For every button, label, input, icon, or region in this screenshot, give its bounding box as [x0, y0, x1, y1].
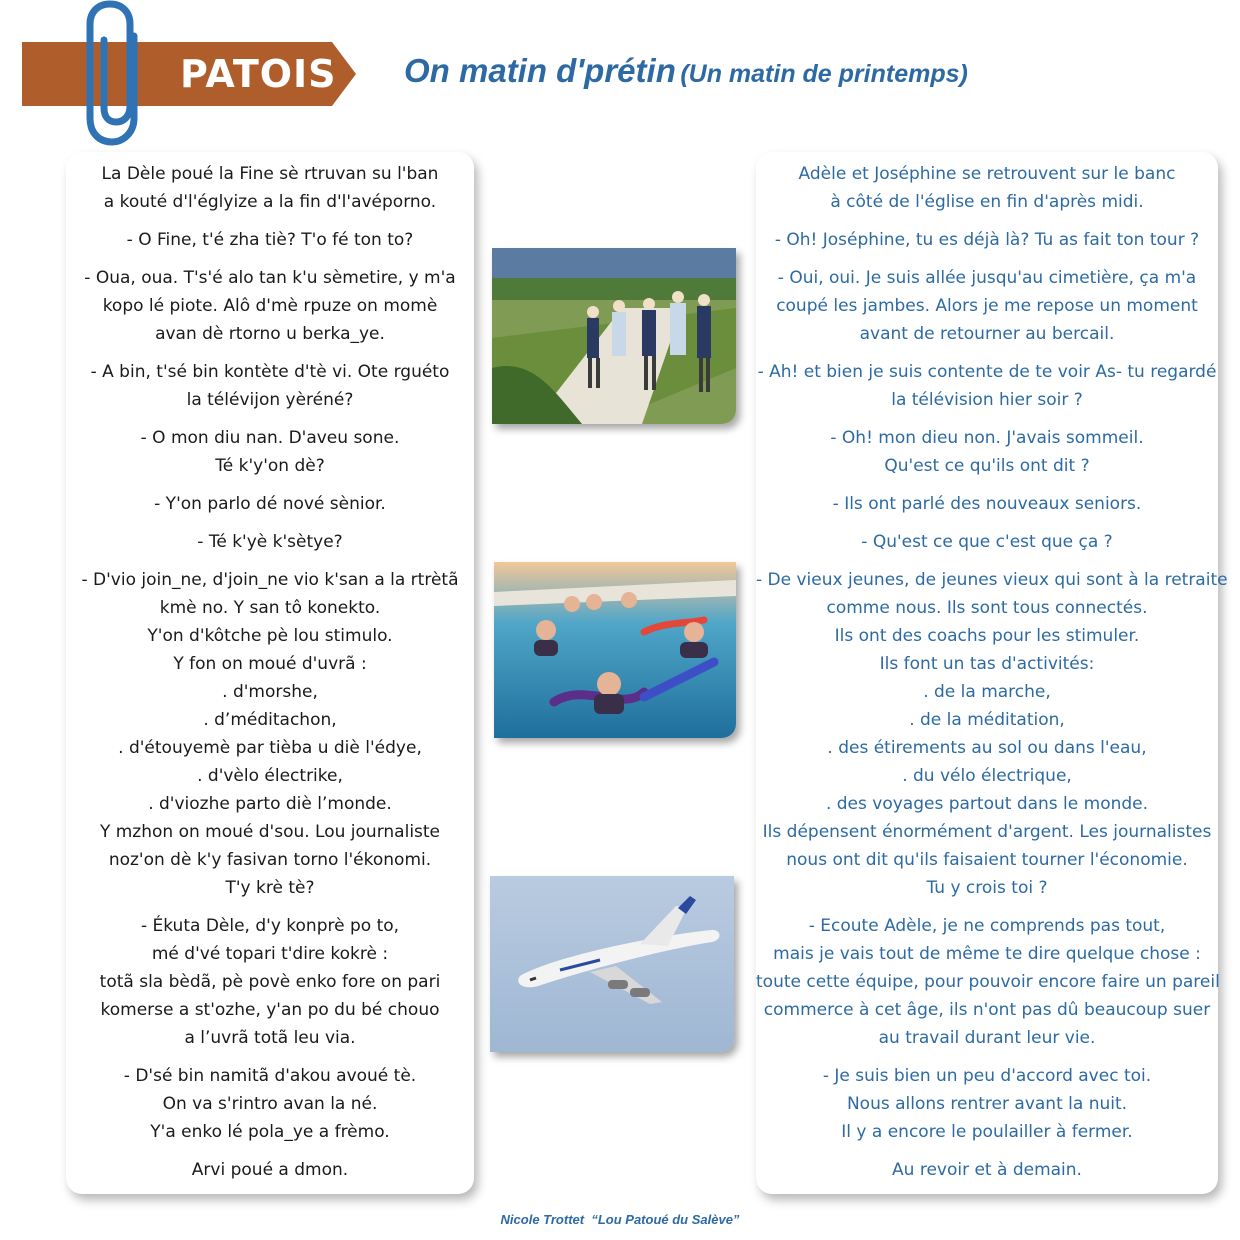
french-line: avant de retourner au bercail.	[859, 324, 1115, 344]
credit-author: Nicole Trottet	[500, 1212, 585, 1227]
patois-line: kmè no. Y san tô konekto.	[159, 598, 381, 618]
patois-line: Y'on d'kôtche pè lou stimulo.	[147, 626, 393, 646]
patois-line: . d’méditachon,	[203, 710, 337, 730]
airplane-photo	[490, 876, 734, 1052]
patois-line: kopo lé piote. Alô d'mè rpuze on momè	[102, 296, 438, 316]
french-paragraph	[756, 1062, 1218, 1146]
patois-line: - D'sé bin namitã d'akou avoué tè.	[123, 1066, 417, 1086]
french-paragraph	[756, 226, 1218, 254]
french-line: - Je suis bien un peu d'accord avec toi.	[822, 1066, 1152, 1086]
french-line: Il y a encore le poulailler à fermer.	[841, 1122, 1133, 1142]
french-line: coupé les jambes. Alors je me repose un moment	[776, 296, 1198, 316]
french-column	[756, 152, 1228, 1194]
french-line: Nous allons rentrer avant la nuit.	[846, 1094, 1128, 1114]
french-paragraph	[756, 160, 1218, 216]
french-line: Qu'est ce qu'ils ont dit ?	[884, 456, 1090, 476]
patois-paragraph	[66, 912, 474, 1052]
patois-line: - D'vio join_ne, d'join_ne vio k'san a la rtrètã	[81, 570, 459, 590]
patois-line: a kouté d'l'églyize a la fin d'l'avéporno.	[103, 192, 437, 212]
french-line: comme nous. Ils sont tous connectés.	[826, 598, 1148, 618]
patois-line: - O mon diu nan. D'aveu sone.	[140, 428, 400, 448]
patois-line: - Oua, oua. T's'é alo tan k'u sèmetire, y m'a	[84, 268, 456, 288]
french-line: - Ecoute Adèle, je ne comprends pas tout,	[808, 916, 1166, 936]
patois-line: Y'a enko lé pola_ye a frèmo.	[150, 1122, 390, 1142]
french-line: . de la méditation,	[909, 710, 1065, 730]
patois-line: Y mzhon on moué d'sou. Lou journaliste	[99, 822, 441, 842]
patois-line: Té k'y'on dè?	[215, 456, 325, 476]
patois-line: - A bin, t'sé bin kontète d'tè vi. Ote rguéto	[90, 362, 450, 382]
french-line: Au revoir et à demain.	[892, 1160, 1082, 1180]
french-paragraph	[756, 490, 1218, 518]
patois-line: Y fon on moué d'uvrã :	[173, 654, 367, 674]
french-text	[756, 160, 1228, 1194]
french-paragraph	[756, 264, 1218, 348]
french-paragraph	[756, 1156, 1218, 1184]
patois-line: . d'étouyemè par tièba u diè l'édye,	[118, 738, 422, 758]
french-line: Ils ont des coachs pour les stimuler.	[834, 626, 1140, 646]
patois-line: On va s'rintro avan la né.	[162, 1094, 378, 1114]
french-line: Adèle et Joséphine se retrouvent sur le banc	[798, 164, 1176, 184]
french-line: . des voyages partout dans le monde.	[825, 794, 1149, 814]
patois-line: - Té k'yè k'sètye?	[197, 532, 343, 552]
patois-line: T'y krè tè?	[225, 878, 315, 898]
french-paragraph	[756, 566, 1228, 902]
french-line: - Ils ont parlé des nouveaux seniors.	[832, 494, 1142, 514]
french-paragraph	[756, 424, 1218, 480]
french-line: Ils dépensent énormément d'argent. Les journalistes	[762, 822, 1212, 842]
french-line: toute cette équipe, pour pouvoir encore faire un pareil	[756, 972, 1220, 992]
patois-line: la télévijon yèréné?	[186, 390, 354, 410]
french-line: la télévision hier soir ?	[891, 390, 1083, 410]
patois-line: La Dèle poué la Fine sè rtruvan su l'ban	[101, 164, 439, 184]
patois-text	[66, 160, 474, 1194]
patois-line: noz'on dè k'y fasivan torno l'ékonomi.	[108, 850, 432, 870]
french-line: Ils font un tas d'activités:	[879, 654, 1095, 674]
patois-line: . d'vèlo électrike,	[197, 766, 343, 786]
patois-column	[66, 152, 474, 1194]
french-paragraph	[756, 358, 1218, 414]
hiking-photo	[492, 248, 736, 424]
french-line: nous ont dit qu'ils faisaient tourner l'économie.	[786, 850, 1188, 870]
title-french: (Un matin de printemps)	[680, 60, 968, 88]
french-line: - Oh! mon dieu non. J'avais sommeil.	[830, 428, 1144, 448]
french-line: Tu y crois toi ?	[926, 878, 1048, 898]
patois-paragraph	[66, 160, 474, 216]
french-line: - Oui, oui. Je suis allée jusqu'au cimetière, ça m'a	[777, 268, 1197, 288]
french-paragraph	[756, 528, 1218, 556]
patois-line: mé d'vé topari t'dire kokrè :	[151, 944, 389, 964]
paperclip-icon	[78, 0, 154, 153]
french-line: au travail durant leur vie.	[878, 1028, 1096, 1048]
french-line: . du vélo électrique,	[902, 766, 1072, 786]
french-line: - Qu'est ce que c'est que ça ?	[861, 532, 1113, 552]
patois-line: - O Fine, t'é zha tiè? T'o fé ton to?	[126, 230, 414, 250]
french-paragraph	[756, 912, 1218, 1052]
patois-line: . d'morshe,	[222, 682, 318, 702]
page-title	[404, 52, 968, 90]
title-patois: On matin d'prétin	[404, 52, 676, 89]
patois-line: - Ékuta Dèle, d'y konprè po to,	[140, 916, 400, 936]
french-line: mais je vais tout de même te dire quelque chose :	[773, 944, 1201, 964]
patois-paragraph	[66, 490, 474, 518]
patois-paragraph	[66, 226, 474, 254]
patois-line: komerse a st'ozhe, y'an po du bé chouo	[100, 1000, 440, 1020]
patois-line: Arvi poué a dmon.	[191, 1160, 349, 1180]
patois-line: . d'viozhe parto diè l’monde.	[148, 794, 392, 814]
patois-paragraph	[66, 358, 474, 414]
french-line: - Ah! et bien je suis contente de te voir As- tu regardé	[757, 362, 1217, 382]
credit-source: “Lou Patoué du Salève”	[591, 1212, 740, 1227]
patois-line: totã sla bèdã, pè povè enko fore on pari	[99, 972, 441, 992]
french-line: à côté de l'église en fin d'après midi.	[830, 192, 1144, 212]
french-line: . des étirements au sol ou dans l'eau,	[827, 738, 1147, 758]
patois-paragraph	[66, 1062, 474, 1146]
french-line: commerce à cet âge, ils n'ont pas dû beaucoup suer	[763, 1000, 1211, 1020]
patois-line: - Y'on parlo dé nové sènior.	[154, 494, 386, 514]
patois-paragraph	[66, 1156, 474, 1184]
french-line: - Oh! Joséphine, tu es déjà là? Tu as fait ton tour ?	[774, 230, 1200, 250]
patois-paragraph	[66, 528, 474, 556]
pool-photo	[494, 562, 736, 738]
credit	[0, 1212, 1240, 1227]
patois-line: a l’uvrã totã leu via.	[184, 1028, 356, 1048]
patois-paragraph	[66, 424, 474, 480]
french-line: - De vieux jeunes, de jeunes vieux qui sont à la retraite	[756, 570, 1228, 590]
section-label: PATOIS	[180, 52, 337, 96]
french-line: . de la marche,	[923, 682, 1051, 702]
patois-line: avan dè rtorno u berka_ye.	[155, 324, 385, 344]
patois-paragraph	[66, 566, 474, 902]
patois-paragraph	[66, 264, 474, 348]
